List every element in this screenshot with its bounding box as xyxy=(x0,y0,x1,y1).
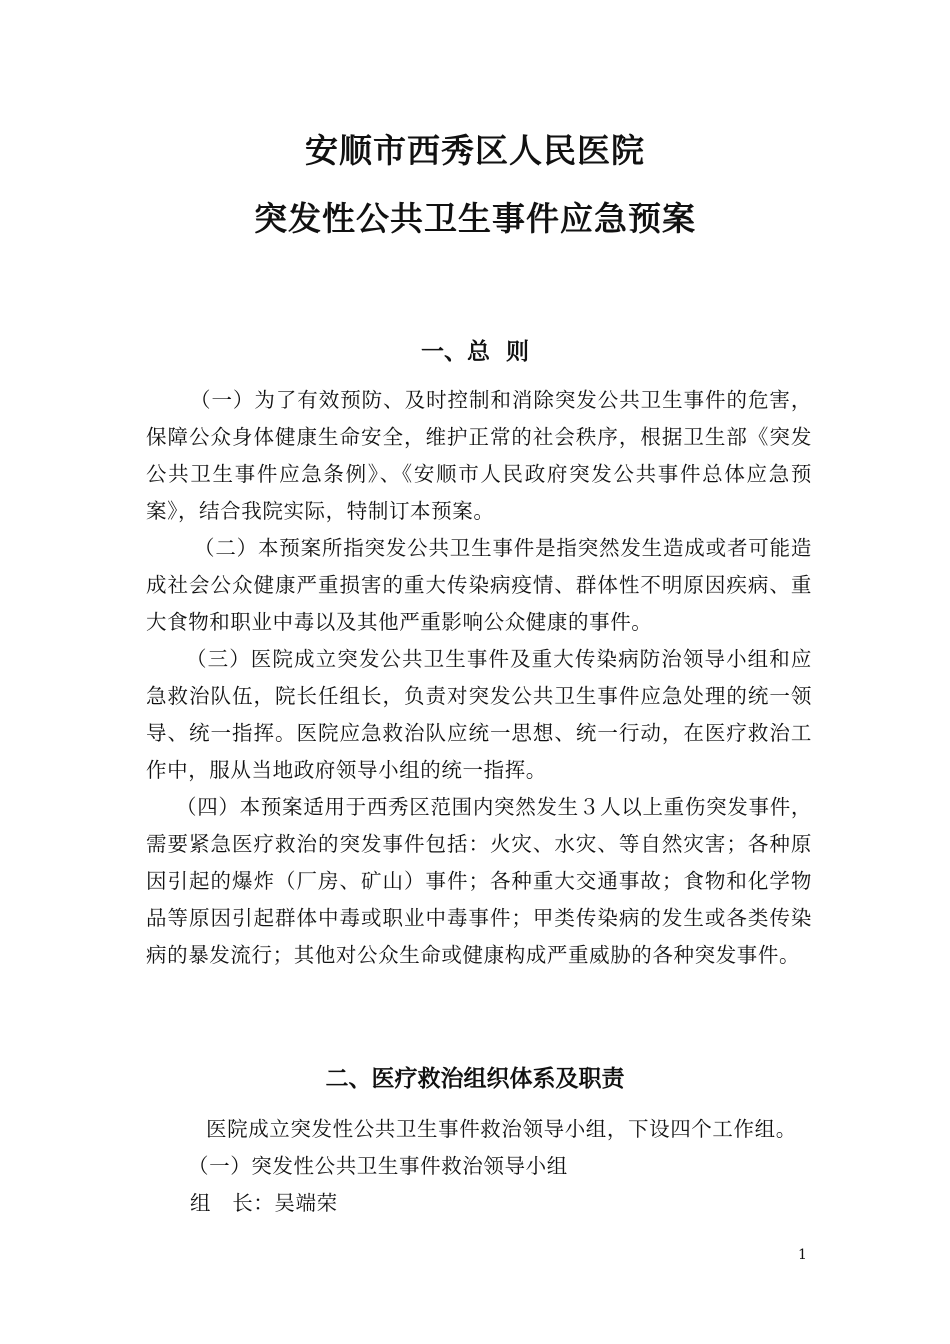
section2-subheading: （一）突发性公共卫生事件救治领导小组 xyxy=(188,1154,568,1178)
section2-intro: 医院成立突发性公共卫生事件救治领导小组，下设四个工作组。 xyxy=(206,1117,797,1141)
section2-heading: 二、医疗救治组织体系及职责 xyxy=(325,1066,625,1092)
section1-heading: 一、总 则 xyxy=(420,339,529,365)
section1-paragraph-4: （四）本预案适用于西秀区范围内突然发生３人以上重伤突发事件，需要紧急医疗救治的突发事件包括：火灾、水灾、等自然灾害；各种原因引起的爆炸（厂房、矿山）事件；各种重大交通事故；食物和化学物品等原因引起群体中毒或职业中毒事件；甲类传染病的发生或各类传染病的暴发流行；其他对公众生命或健康构成严重威胁的各种突发事件。 xyxy=(146,795,812,967)
leader-line: 组 长：吴端荣 xyxy=(190,1191,338,1215)
section1-paragraph-1: （一）为了有效预防、及时控制和消除突发公共卫生事件的危害，保障公众身体健康生命安全，维护正常的社会秩序，根据卫生部《突发公共卫生事件应急条例》、《安顺市人民政府突发公共事件总体应急预案》，结合我院实际，特制订本预案。 xyxy=(146,388,812,523)
section1-paragraph-3: （三）医院成立突发公共卫生事件及重大传染病防治领导小组和应急救治队伍，院长任组长，负责对突发公共卫生事件应急处理的统一领导、统一指挥。医院应急救治队应统一思想、统一行动，在医疗救治工作中，服从当地政府领导小组的统一指挥。 xyxy=(146,647,812,782)
section1-paragraph-2: （二）本预案所指突发公共卫生事件是指突然发生造成或者可能造成社会公众健康严重损害的重大传染病疫情、群体性不明原因疾病、重大食物和职业中毒以及其他严重影响公众健康的事件。 xyxy=(146,536,812,634)
page-number: 1 xyxy=(798,1247,807,1263)
document-title-line1: 安顺市西秀区人民医院 xyxy=(305,131,645,170)
document-title-line2: 突发性公共卫生事件应急预案 xyxy=(254,199,696,238)
